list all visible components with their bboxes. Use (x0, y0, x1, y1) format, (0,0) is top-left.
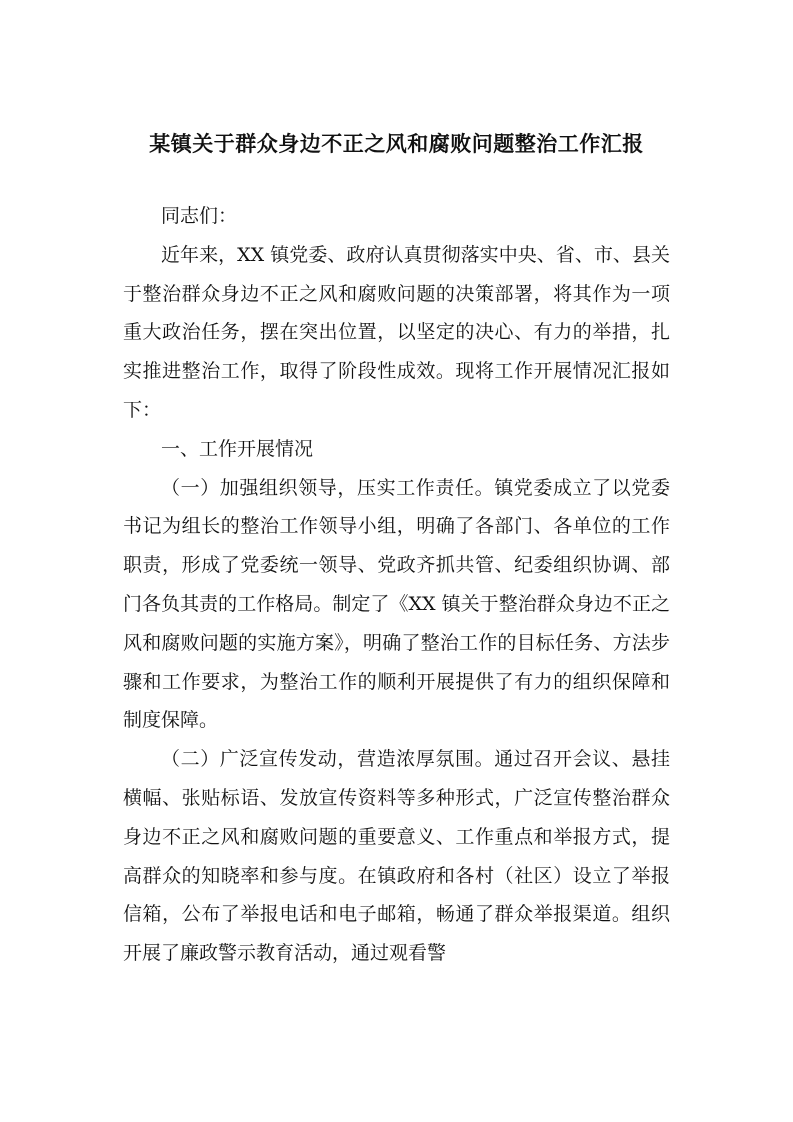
document-title: 某镇关于群众身边不正之风和腐败问题整治工作汇报 (149, 131, 644, 156)
section-heading: 一、工作开展情况 (161, 437, 314, 460)
document-body (123, 197, 670, 973)
paragraph-publicity: （二）广泛宣传发动，营造浓厚氛围。通过召开会议、悬挂横幅、张贴标语、发放宣传资料等多种形式，广泛宣传整治群众身边不正之风和腐败问题的重要意义、工作重点和举报方式，提高群众的知晓率和参与度。在镇政府和各村（社区）设立了举报信箱，公布了举报电话和电子邮箱，畅通了群众举报渠道。组织开展了廉政警示教育活动，通过观看警 (123, 748, 670, 965)
salutation: 同志们： (161, 205, 238, 227)
intro-paragraph: 近年来，XX 镇党委、政府认真贯彻落实中央、省、市、县关于整治群众身边不正之风和腐败问题的决策部署，将其作为一项重大政治任务，摆在突出位置，以坚定的决心、有力的举措，扎实推进整治工作，取得了阶段性成效。现将工作开展情况汇报如下： (123, 243, 670, 421)
paragraph-organization: （一）加强组织领导，压实工作责任。镇党委成立了以党委书记为组长的整治工作领导小组，明确了各部门、各单位的工作职责，形成了党委统一领导、党政齐抓共管、纪委组织协调、部门各负其责的工作格局。制定了《XX 镇关于整治群众身边不正之风和腐败问题的实施方案》，明确了整治工作的目标任务、方法步骤和工作要求，为整治工作的顺利开展提供了有力的组织保障和制度保障。 (123, 476, 670, 732)
